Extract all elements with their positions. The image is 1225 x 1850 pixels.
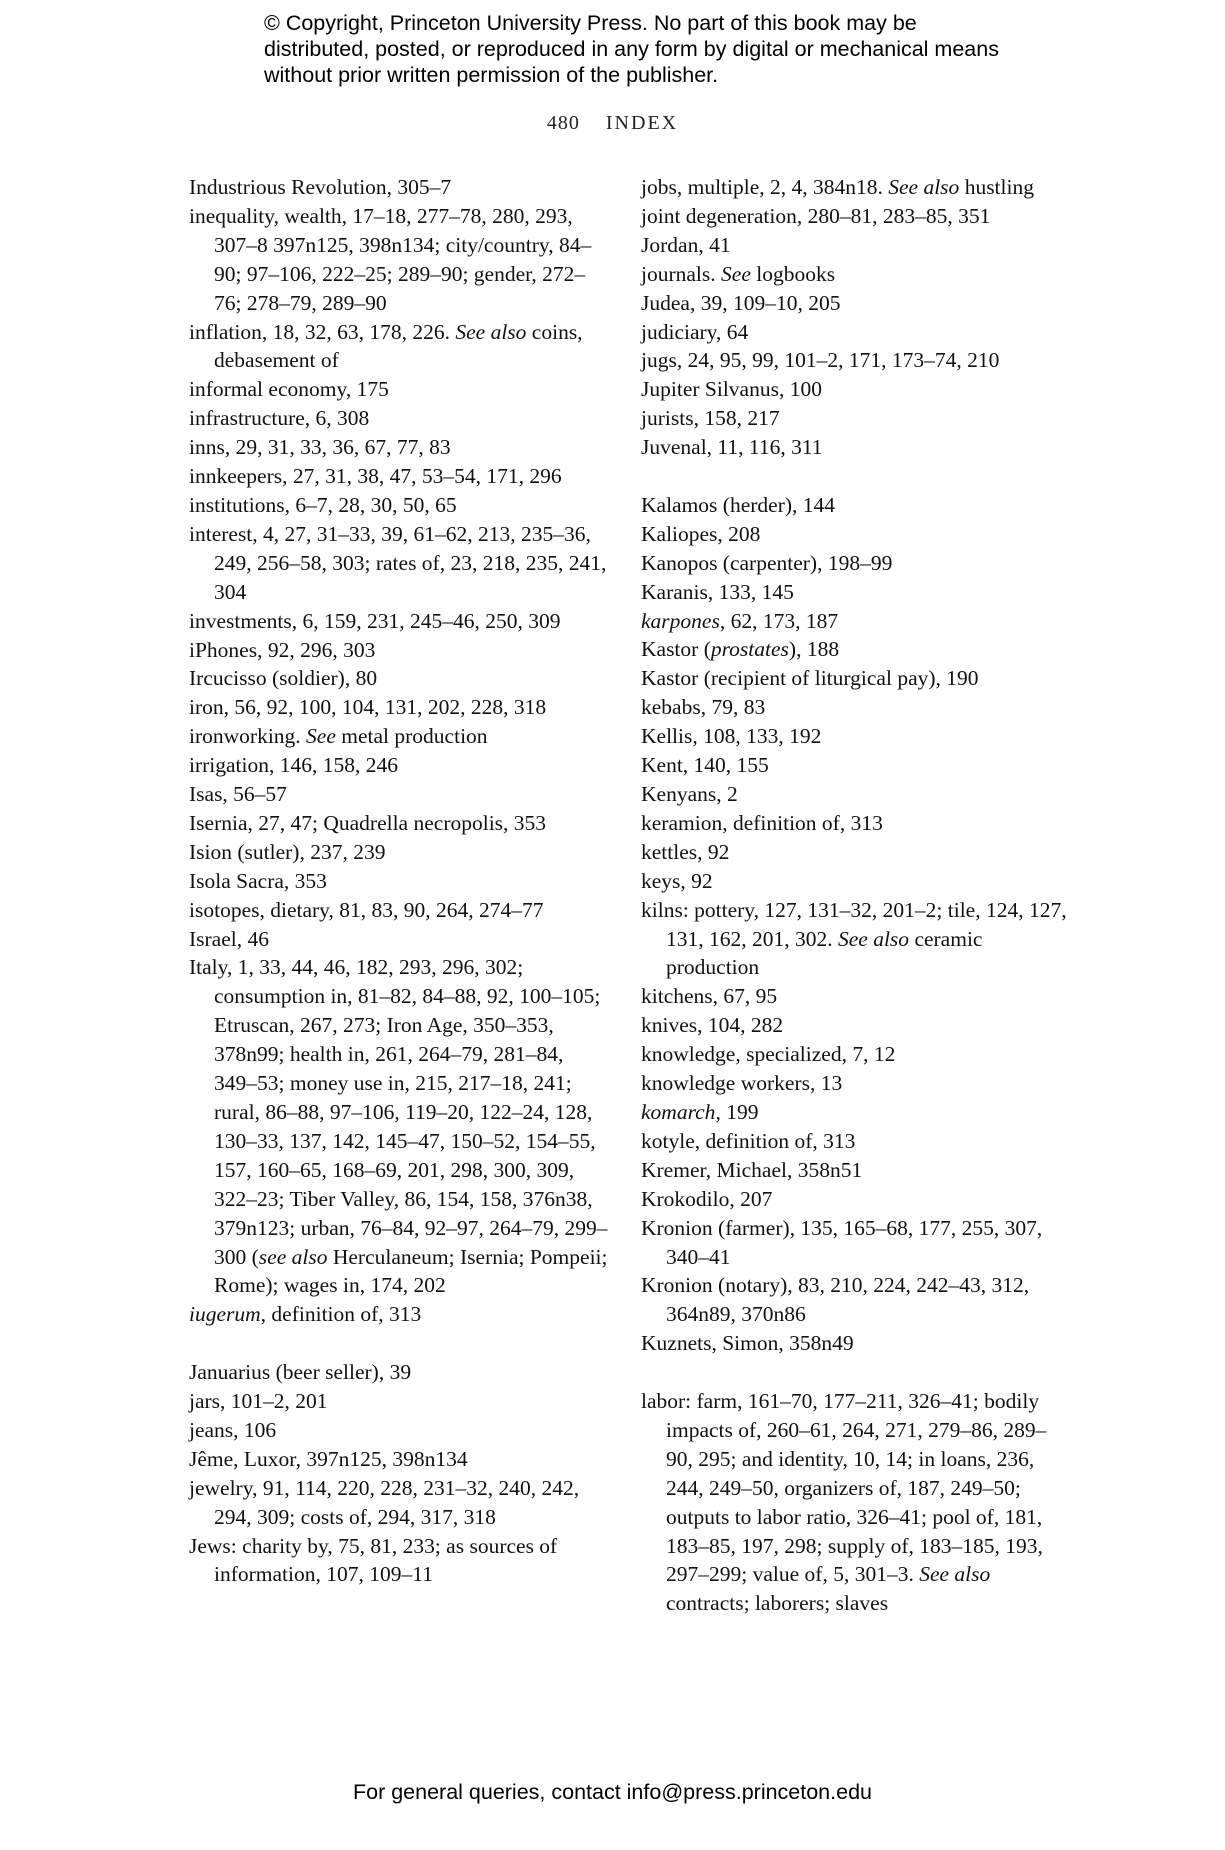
index-entry: informal economy, 175 bbox=[189, 377, 389, 402]
index-entry: iron, 56, 92, 100, 104, 131, 202, 228, 318 bbox=[189, 695, 547, 720]
index-entry: knowledge workers, 13 bbox=[641, 1071, 843, 1096]
index-entry: Kastor (recipient of liturgical pay), 190 bbox=[641, 666, 979, 691]
index-entry: komarch, 199 bbox=[641, 1099, 759, 1124]
copyright-notice: © Copyright, Princeton University Press. No part of this book may be distributed, posted, or reproduced in any form by digital or mechanical means without prior written permission of the publisher. bbox=[264, 11, 999, 87]
index-entry: joint degeneration, 280–81, 283–85, 351 bbox=[641, 203, 991, 228]
index-entry: Kalamos (herder), 144 bbox=[641, 492, 836, 517]
index-column-right bbox=[641, 173, 1071, 1618]
index-entry: Kent, 140, 155 bbox=[641, 753, 769, 778]
index-entry: Isernia, 27, 47; Quadrella necropolis, 353 bbox=[189, 810, 547, 835]
index-entry: inns, 29, 31, 33, 36, 67, 77, 83 bbox=[189, 435, 451, 460]
index-entry: iPhones, 92, 296, 303 bbox=[189, 637, 376, 662]
index-entry: interest, 4, 27, 31–33, 39, 61–62, 213, 235–36, 249, 256–58, 303; rates of, 23, 218, 235, 241, 304 bbox=[189, 521, 607, 604]
index-entry: knowledge, specialized, 7, 12 bbox=[641, 1042, 896, 1067]
index-entry: Israel, 46 bbox=[189, 926, 269, 951]
index-entry: Kellis, 108, 133, 192 bbox=[641, 724, 822, 749]
letter-group-gap bbox=[641, 1358, 1071, 1387]
index-entry: knives, 104, 282 bbox=[641, 1013, 784, 1038]
index-entry: jewelry, 91, 114, 220, 228, 231–32, 240, 242, 294, 309; costs of, 294, 317, 318 bbox=[189, 1475, 580, 1529]
index-entry: journals. See logbooks bbox=[641, 261, 836, 286]
index-entry: institutions, 6–7, 28, 30, 50, 65 bbox=[189, 492, 457, 517]
index-entry: keys, 92 bbox=[641, 868, 713, 893]
index-entry: Ircucisso (soldier), 80 bbox=[189, 666, 378, 691]
letter-group-gap bbox=[641, 462, 1071, 491]
index-entry: Krokodilo, 207 bbox=[641, 1186, 773, 1211]
index-entry: jars, 101–2, 201 bbox=[189, 1389, 328, 1414]
index-entry: judiciary, 64 bbox=[641, 319, 749, 344]
index-entry: inequality, wealth, 17–18, 277–78, 280, 293, 307–8 397n125, 398n134; city/country, 84–90; 97–106, 222–25; 289–90; gender, 272–76; 278–79, 289–90 bbox=[189, 203, 592, 315]
index-entry: Kenyans, 2 bbox=[641, 782, 738, 807]
index-entry: Kanopos (carpenter), 198–99 bbox=[641, 550, 893, 575]
index-entry: Jews: charity by, 75, 81, 233; as sources of information, 107, 109–11 bbox=[189, 1533, 558, 1587]
index-entry: Kronion (farmer), 135, 165–68, 177, 255, 307, 340–41 bbox=[641, 1215, 1043, 1269]
index-entry: investments, 6, 159, 231, 245–46, 250, 309 bbox=[189, 608, 561, 633]
index-entry: ironworking. See metal production bbox=[189, 724, 488, 749]
index-entry: Januarius (beer seller), 39 bbox=[189, 1360, 412, 1385]
footer-contact: For general queries, contact info@press.princeton.edu bbox=[352, 1780, 872, 1804]
index-entry: jurists, 158, 217 bbox=[641, 406, 780, 431]
index-entry: kettles, 92 bbox=[641, 839, 730, 864]
section-title: INDEX bbox=[605, 112, 679, 134]
index-entry: Kastor (prostates), 188 bbox=[641, 637, 840, 662]
index-entry: jobs, multiple, 2, 4, 384n18. See also hustling bbox=[641, 175, 1034, 199]
index-entry: jeans, 106 bbox=[189, 1417, 277, 1442]
index-entry: Kremer, Michael, 358n51 bbox=[641, 1157, 863, 1182]
index-entry: jugs, 24, 95, 99, 101–2, 171, 173–74, 210 bbox=[641, 348, 1000, 373]
index-entry: iugerum, definition of, 313 bbox=[189, 1302, 422, 1327]
running-head bbox=[0, 112, 1225, 135]
index-entry: labor: farm, 161–70, 177–211, 326–41; bodily impacts of, 260–61, 264, 271, 279–86, 289–90, 295; and identity, 10, 14; in loans, 236, 244, 249–50, organizers of, 187, 249–50; outputs to labor ratio, 326–41; pool of, 181, 183–85, 197, 298; supply of, 183–185, 193, 297–299; value of, 5, 301–3. See also contracts; laborers; slaves bbox=[641, 1389, 1047, 1616]
index-entry: Kaliopes, 208 bbox=[641, 521, 761, 546]
index-entry: karpones, 62, 173, 187 bbox=[641, 608, 839, 633]
index-entry: Jême, Luxor, 397n125, 398n134 bbox=[189, 1446, 468, 1471]
index-entry: inflation, 18, 32, 63, 178, 226. See also coins, debasement of bbox=[189, 319, 583, 373]
index-entry: kitchens, 67, 95 bbox=[641, 984, 778, 1009]
index-entry: isotopes, dietary, 81, 83, 90, 264, 274–77 bbox=[189, 897, 544, 922]
index-entry: Industrious Revolution, 305–7 bbox=[189, 175, 452, 199]
index-entry: Kuznets, Simon, 358n49 bbox=[641, 1331, 854, 1356]
index-entry: Isas, 56–57 bbox=[189, 782, 287, 807]
index-entry: irrigation, 146, 158, 246 bbox=[189, 753, 399, 778]
index-entry: Judea, 39, 109–10, 205 bbox=[641, 290, 841, 315]
index-entry: Juvenal, 11, 116, 311 bbox=[641, 435, 823, 460]
index-entry: keramion, definition of, 313 bbox=[641, 810, 883, 835]
index-entry: Karanis, 133, 145 bbox=[641, 579, 794, 604]
index-entry: Italy, 1, 33, 44, 46, 182, 293, 296, 302; consumption in, 81–82, 84–88, 92, 100–105; Etruscan, 267, 273; Iron Age, 350–353, 378n99; health in, 261, 264–79, 281–84, 349–53; money use in, 215, 217–18, 241; rural, 86–88, 97–106, 119–20, 122–24, 128, 130–33, 137, 142, 145–47, 150–52, 154–55, 157, 160–65, 168–69, 201, 298, 300, 309, 322–23; Tiber Valley, 86, 154, 158, 376n38, 379n123; urban, 76–84, 92–97, 264–79, 299–300 (see also Herculaneum; Isernia; Pompeii; Rome); wages in, 174, 202 bbox=[189, 955, 608, 1298]
index-entry: Jupiter Silvanus, 100 bbox=[641, 377, 822, 402]
index-column-left bbox=[189, 173, 609, 1589]
index-entry: kebabs, 79, 83 bbox=[641, 695, 766, 720]
index-entry: Isola Sacra, 353 bbox=[189, 868, 327, 893]
letter-group-gap bbox=[189, 1329, 609, 1358]
page-number: 480 bbox=[546, 112, 580, 134]
index-entry: Kronion (notary), 83, 210, 224, 242–43, 312, 364n89, 370n86 bbox=[641, 1273, 1030, 1327]
index-entry: kilns: pottery, 127, 131–32, 201–2; tile, 124, 127, 131, 162, 201, 302. See also ceramic production bbox=[641, 897, 1067, 980]
index-entry: infrastructure, 6, 308 bbox=[189, 406, 370, 431]
index-entry: innkeepers, 27, 31, 38, 47, 53–54, 171, 296 bbox=[189, 464, 562, 489]
index-entry: Jordan, 41 bbox=[641, 232, 731, 257]
index-entry: kotyle, definition of, 313 bbox=[641, 1128, 856, 1153]
index-entry: Ision (sutler), 237, 239 bbox=[189, 839, 386, 864]
